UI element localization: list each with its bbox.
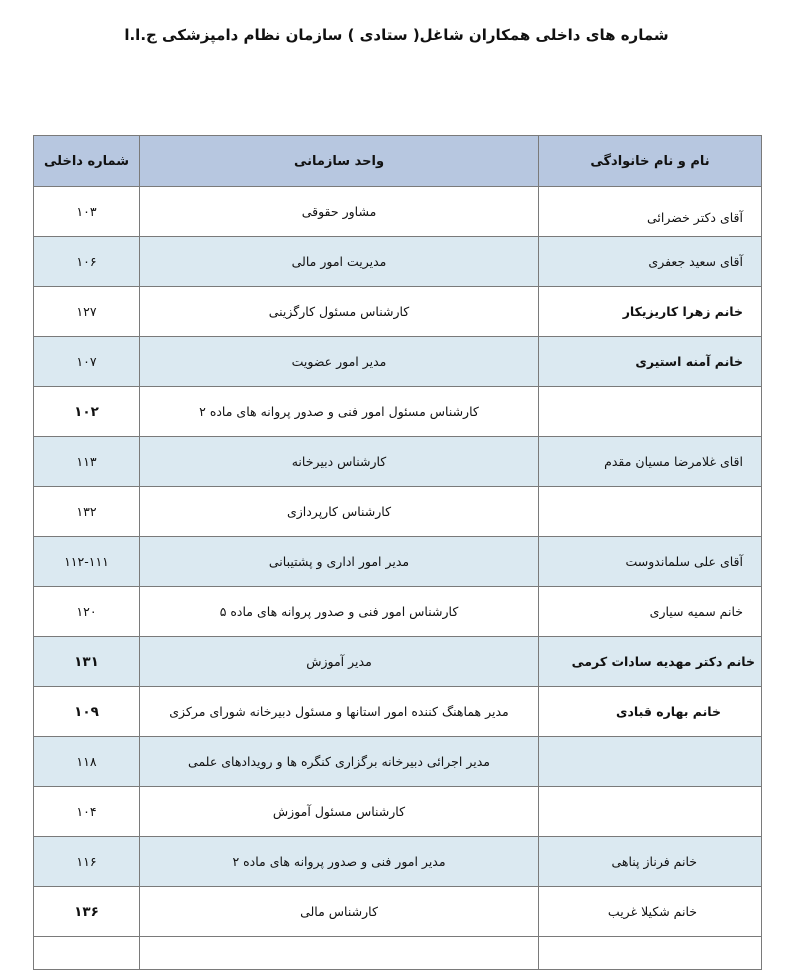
cell-unit: کارشناس مسئول آموزش: [140, 787, 539, 837]
table-row: [34, 737, 762, 787]
cell-extension: ۱۰۲: [34, 387, 140, 437]
cell-name: [539, 787, 762, 837]
cell-unit: مدیر امور اداری و پشتیبانی: [140, 537, 539, 587]
table-row: [34, 337, 762, 387]
cell-extension: ۱۱۲-۱۱۱: [34, 537, 140, 587]
cell-extension: ۱۳۲: [34, 487, 140, 537]
header-extension: شماره داخلی: [34, 136, 140, 187]
cell-name: [539, 937, 762, 970]
table-row: [34, 537, 762, 587]
header-name: نام و نام خانوادگی: [539, 136, 762, 187]
cell-unit: [140, 937, 539, 970]
cell-extension: ۱۳۶: [34, 887, 140, 937]
cell-extension: ۱۱۶: [34, 837, 140, 887]
cell-unit: کارشناس کارپردازی: [140, 487, 539, 537]
cell-extension: ۱۱۳: [34, 437, 140, 487]
cell-name: خانم شکیلا غریب: [539, 887, 762, 937]
table-row: [34, 937, 762, 970]
cell-unit: مدیر اجرائی دبیرخانه برگزاری کنگره ها و رویدادهای علمی: [140, 737, 539, 787]
cell-unit: مدیریت امور مالی: [140, 237, 539, 287]
cell-unit: کارشناس دبیرخانه: [140, 437, 539, 487]
cell-unit: کارشناس امور فنی و صدور پروانه های ماده ۵: [140, 587, 539, 637]
cell-name: آقای دکتر خضرائی: [539, 187, 762, 237]
cell-unit: مشاور حقوقی: [140, 187, 539, 237]
cell-extension: ۱۰۹: [34, 687, 140, 737]
cell-unit: مدیر آموزش: [140, 637, 539, 687]
cell-extension: ۱۰۴: [34, 787, 140, 837]
cell-unit: مدیر هماهنگ کننده امور استانها و مسئول دبیرخانه شورای مرکزی: [140, 687, 539, 737]
header-unit: واحد سازمانی: [140, 136, 539, 187]
table-row: [34, 437, 762, 487]
cell-name: [539, 737, 762, 787]
table-row: [34, 187, 762, 237]
cell-name: خانم آمنه استیری: [539, 337, 762, 387]
cell-name: خانم دکتر مهدیه سادات کرمی: [539, 637, 762, 687]
cell-extension: ۱۰۶: [34, 237, 140, 287]
table-row: [34, 487, 762, 537]
cell-name: خانم فرناز پناهی: [539, 837, 762, 887]
cell-unit: مدیر امور عضویت: [140, 337, 539, 387]
cell-extension: ۱۲۷: [34, 287, 140, 337]
cell-name: آقای سعید جعفری: [539, 237, 762, 287]
cell-name: خانم سمیه سیاری: [539, 587, 762, 637]
cell-name: [539, 387, 762, 437]
cell-name: آقای علی سلماندوست: [539, 537, 762, 587]
cell-extension: ۱۱۸: [34, 737, 140, 787]
table-row: [34, 587, 762, 637]
cell-name: خانم بهاره قبادی: [539, 687, 762, 737]
page-title: شماره های داخلی همکاران شاغل( ستادی ) سازمان نظام دامپزشکی ج.ا.ا: [124, 26, 669, 44]
cell-extension: ۱۰۷: [34, 337, 140, 387]
table-row: [34, 387, 762, 437]
table-row: [34, 887, 762, 937]
cell-name: اقای غلامرضا مسیان مقدم: [539, 437, 762, 487]
cell-unit: کارشناس مسئول امور فنی و صدور پروانه های ماده ۲: [140, 387, 539, 437]
table-row: [34, 287, 762, 337]
cell-name: خانم زهرا کاریزیکار: [539, 287, 762, 337]
table-row: [34, 687, 762, 737]
table-row: [34, 787, 762, 837]
cell-extension: ۱۲۰: [34, 587, 140, 637]
cell-extension: ۱۳۱: [34, 637, 140, 687]
table-header-row: [34, 136, 762, 187]
cell-unit: کارشناس مالی: [140, 887, 539, 937]
cell-extension: [34, 937, 140, 970]
table-row: [34, 837, 762, 887]
cell-extension: ۱۰۳: [34, 187, 140, 237]
table-row: [34, 637, 762, 687]
table-row: [34, 237, 762, 287]
internal-numbers-table: [33, 135, 762, 970]
cell-unit: کارشناس مسئول کارگزینی: [140, 287, 539, 337]
cell-unit: مدیر امور فنی و صدور پروانه های ماده ۲: [140, 837, 539, 887]
cell-name: [539, 487, 762, 537]
